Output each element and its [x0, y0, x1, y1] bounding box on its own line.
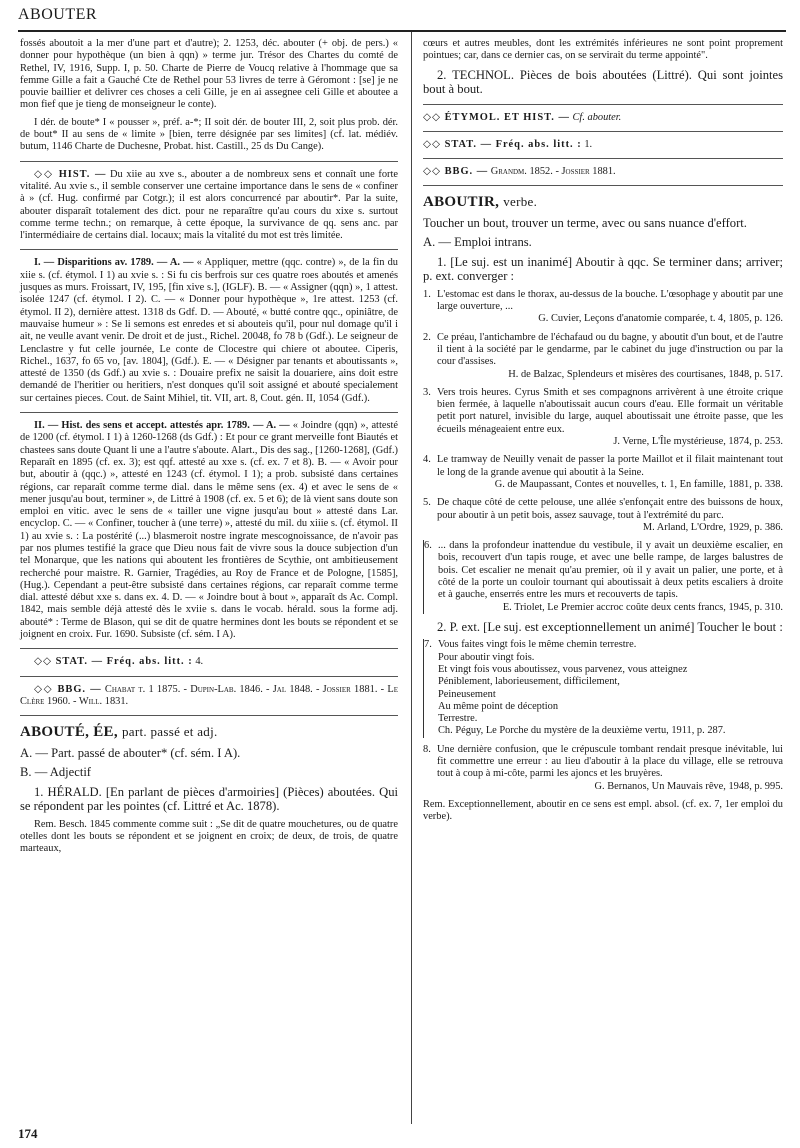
example-item: [423, 497, 783, 534]
example-number: 8.: [423, 743, 431, 755]
example-source: M. Arland, L'Ordre, 1929, p. 386.: [642, 521, 783, 533]
part-of-speech: part. passé et adj.: [121, 724, 218, 740]
header-rule: [18, 30, 786, 32]
section-divider: [20, 249, 398, 250]
example-number: 6.: [424, 540, 432, 552]
stat-line: [20, 656, 398, 668]
example-text: De chaque côté de cette pelouse, une allée s'enfonçait entre des buissons de houx, pour aboutir à un petit bois, assez sauvage, tout à l'extrémité du parc.: [437, 497, 783, 521]
hist-senses-text: « Joindre (qqn) », attesté de 1200 (cf. étymol. I 1) à 1260-1268 (ds Gdf.) : Et pour ce grant merveille font Biautés et chastees sans doute Quant li une a l'autre s'aboute. Alart., Dis des sag., [1260-1268], (Gdf.) Reparaît en 1895 (cf. ex. 3); est qqf. attesté au xxe s. (cf. ex. 7 et 8). B. — « Avoir pour but, aboutir à (qqc.) », attesté en 1243 (cf. étymol. I 1); a prob. subsisté dans certaines régions, car reparaît comme terme dial. dans le même sens (ex. 4) et avec le sens de « mener jusqu'au bout, terminer », de Littré à 1908 (cf. ex. 5 et 6); de là vient sans doute son emploi en vitic. avec le sens de « tailler une vigne jusqu'au bout » attesté dans Lar. encyclop. C. — « Confiner, toucher à (une terre) », attesté du mil. du xiiie s. (cf. étymol. II 1) au xvie s. : La postérité (...) blasmeroit nostre ingrate mescognoissance, de n'avoir pas par nos plumes testifié la grace que Dieu nous fait de vivre sous la douce subjection d'un tel Monarque, que les nations qui aboutent les frontières de Scythie, ont ambitieusement recherché pour maistre. R. Garnier, Tragédies, au Roy de France et de Pologne, [1585], (Hug.). Cependant a peut-être subsisté dans certaines régions, car reparaît comme terme dial. attesté début xxe s. dans ex. 4. D. — « Joindre bout à bout », apparaît ds Ac. Compl. 1842, mais semble déjà attesté dès le xviie s. dans le vocab. hérald. sous la forme adj. abouté* : Terme de Blason, qui se dit de quatre hermines dont les bouts se répondent et se joignent en croix. Fur. 1690. Subsiste (cf. sém. I A).: [20, 420, 398, 641]
example-number: 2.: [423, 331, 431, 343]
abouter-derivation: I dér. de boute* I « pousser », préf. a-*; II soit dér. de bouter III, 2, soit plus prob. dér. de bout* II au sens de « limite » [bien, terre désignée par ses limites] (cf. lat. médiév. butum, 1146 Charte de Duchesne, Probat. hist. Castill., 25 ds Du Cange).: [20, 116, 398, 153]
example-list: [423, 289, 783, 614]
example-7-lines: [438, 639, 783, 725]
herald-sense: 1. HÉRALD. [En parlant de pièces d'armoiries] (Pièces) aboutées. Qui se répondent par les pointes (cf. Littré et Ac. 1878).: [20, 784, 398, 814]
running-head: ABOUTER: [18, 6, 98, 23]
example-source: E. Triolet, Le Premier accroc coûte deux cents francs, 1945, p. 310.: [502, 601, 783, 613]
section-divider: [20, 161, 398, 162]
example-8: [423, 744, 783, 793]
section-divider: [20, 715, 398, 716]
bbg-text: Grandm. 1852. - Jossier 1881.: [490, 166, 616, 178]
bbg-line: [423, 166, 783, 178]
section-divider: [423, 131, 783, 132]
abouter-etym-continuation: fossés aboutoit a la mer d'une part et d'autre); 2. 1253, déc. abouter (+ obj. de pers.) « donner pour hypothèque (un bien à qqn) » terme jur. Trésor des Chartes du comté de Rethel, IV, 1916, Supp. I, p. 50. Charte de Pierre de Voucq relative à l'hommage que sa femme Gille a fait a Gauché Cte de Rethel pour 53 livres de terre à Géromont : [se] je ne pouvie baillier et delivrer ces choses a celi Gille, je en ai assegnee celi Gille et aboutee a mon fief que je tieng de monseigneur le conte).: [20, 38, 398, 111]
stat-line: [423, 139, 783, 151]
disparitions-text: « Appliquer, mettre (qqc. contre) », de la fin du xiie s. (cf. étymol. I 1) au xvie s. : Si fu cis berfrois sur ces quatre roes aboutés et amenés jusques as murs. Froissart, IV, 195, [fin xive s.], (IGLF). B. — « Assigner (qqn) », 1 attest. isolée 1247 (cf. étymol. I 2). C. — « Donner pour hypothèque », 1re attest. 1253 (cf. étymol. II 2), dernière attest. 1318 ds Gdf. D. — Abouté, « butté contre qqc., opiniâtre, de mauvaise humeur » : Se li semons est enredes et si abouteis qu'il, pour nul domage qu'il i ait, ne veulle avant venir. De droit et de just., Richel. 20048, fo 78 b (Gdf.). Le seigneur de Lenclastre y fut celle journée, Le conte de Clocestre qui chiere ot aboutee. Ciperis, Richel., 1637, fo 65 vo, [av. 1804], (Gdf.). E. — « Désigner par tenants et aboutissants », attesté de 1350 (ds Gdf.) au xvie s. : Douaire prefix ne saisit la douariere, ains doit estre demandé de l'heritier ou heritiers, n'est donques qu'il soit assigné et abouté specialement sur certaines pieces. Cout. de Saint Mihiel, tit. VII, art. 8, Cout. gén. II, 1054 (Gdf.).: [20, 257, 398, 404]
technol-sense: 2. TECHNOL. Pièces de bois aboutées (Littré). Qui sont jointes bout à bout.: [423, 67, 783, 97]
example-item: [423, 540, 783, 614]
etym-line: [423, 112, 783, 124]
sense-a-label: A. — Emploi intrans.: [423, 235, 532, 250]
example-item: [423, 387, 783, 448]
remark-continuation: cœurs et autres meubles, dont les extrémités inférieures ne sont point proprement pointues; car, dans ce dernier cas, on se servirait du terme appointé".: [423, 38, 783, 62]
stat-value: 4.: [195, 656, 204, 668]
hist-senses-label: II. — Hist. des sens et accept. attestés apr. 1789. — A. —: [34, 420, 290, 432]
etym-text: Cf. abouter.: [572, 111, 622, 123]
right-column: [423, 38, 783, 829]
verse-line: Pour aboutir vingt fois.: [438, 651, 535, 663]
verse-line: Vous faites vingt fois le même chemin terrestre.: [438, 639, 637, 651]
example-number: 1.: [423, 288, 431, 300]
headword: ABOUTÉ, ÉE,: [20, 724, 118, 741]
section-divider: [423, 185, 783, 186]
column-divider: [411, 32, 412, 1124]
section-divider: [20, 412, 398, 413]
stat-label: ◇◇ STAT. — Fréq. abs. litt. :: [423, 138, 582, 150]
bbg-label: ◇◇ BBG. —: [34, 683, 102, 695]
main-definition: Toucher un bout, trouver un terme, avec ou sans nuance d'effort.: [423, 215, 747, 230]
example-number: 5.: [423, 497, 431, 509]
section-divider: [423, 158, 783, 159]
example-source: G. Bernanos, Un Mauvais rêve, 1948, p. 995.: [594, 780, 783, 792]
example-text: ... dans la profondeur inattendue du vestibule, il y avait un deuxième escalier, en bois, recouvert d'un tapis rouge, et avec une belle rampe, de larges balustres de bois. Cet escalier ne menait qu'au premier, où il y avait un palier, une porte, et à côté de la porte un couloir tournant qui aboutissait à deux petits escaliers à droite et à gauche, enserrés entre les murs et recouverts de tapis.: [438, 540, 783, 601]
example-source: G. Cuvier, Leçons d'anatomie comparée, t. 4, 1805, p. 126.: [538, 313, 783, 325]
hist-text: Du xiie au xve s., abouter a de nombreux sens et connaît une forte vitalité. Au xvie s., il semble conserver une certaine importance dans le sens de « confiner à » (cf. Hug. confirmé par Cotgr.); il est alors concurrencé par aboutir*. Par la suite, abouter disparaît totalement des dict. pour ne reparaître qu'au cours du xixe s. surtout comme terme techn.; on remarque, à cette époque, la survivance de qq. sens anc. par l'intermédiaire de certains dial. locaux; mais la vitalité du mot est très limitée.: [20, 168, 398, 242]
example-item: [423, 332, 783, 381]
section-divider: [20, 676, 398, 677]
disparitions-label: I. — Disparitions av. 1789. — A. —: [34, 257, 194, 269]
verse-line: Et vingt fois vous aboutissez, vous parvenez, vous atteignez: [438, 664, 688, 675]
headword: ABOUTIR,: [423, 194, 500, 211]
example-item: [423, 454, 783, 491]
bbg-line: [20, 684, 398, 709]
verse-line: Peineusement: [438, 688, 496, 700]
example-number: 7.: [424, 639, 432, 651]
verse-line: Au même point de déception: [438, 700, 559, 712]
example-source: Ch. Péguy, Le Porche du mystère de la deuxième vertu, 1911, p. 287.: [438, 725, 726, 737]
example-text: Une dernière confusion, que le crépuscule tombant rendait presque inévitable, lui fit commettre une erreur : au lieu d'aboutir à la place du village, elle se retrouva tout à coup à mi-côte, parmi les ajoncs et les bruyères.: [437, 743, 783, 780]
final-remark: Rem. Exceptionnellement, aboutir en ce sens est empl. absol. (cf. ex. 7, 1er emploi du verbe).: [423, 798, 783, 823]
example-text: Vers trois heures. Cyrus Smith et ses compagnons arrivèrent à une étroite crique bien fermée, à laquelle n'aboutissait aucun cours d'eau. Elle formait un véritable petit port naturel, invisible du large, auquel aboutissait une étroite passe, que les écueils ménageaient entre eux.: [437, 386, 783, 435]
example-text: Ce préau, l'antichambre de l'échafaud ou du bagne, y aboutit d'un bout, et de l'autre il tient à la société par le gendarme, par le cabinet du juge d'instruction ou par la cour d'assises.: [437, 331, 783, 368]
etym-label: ◇◇ ÉTYMOL. ET HIST. —: [423, 111, 570, 123]
example-number: 4.: [423, 454, 431, 466]
stat-label: ◇◇ STAT. — Fréq. abs. litt. :: [34, 656, 193, 668]
sense-2: 2. P. ext. [Le suj. est exceptionnellement un animé] Toucher le bout :: [437, 619, 783, 634]
sense-1: 1. [Le suj. est un inanimé] Aboutir à qqc. Se terminer dans; arriver; p. ext. converger :: [423, 254, 783, 284]
sense-b: B. — Adjectif: [20, 765, 92, 780]
example-number: 3.: [423, 386, 431, 398]
example-text: Le tramway de Neuilly venait de passer la porte Maillot et il filait maintenant tout le long de la grande avenue qui aboutit à la Seine.: [437, 454, 783, 478]
example-source: J. Verne, L'Île mystérieuse, 1874, p. 253.: [613, 436, 783, 448]
section-divider: [20, 648, 398, 649]
disparitions-section: [20, 257, 398, 405]
example-source: G. de Maupassant, Contes et nouvelles, t. 1, En famille, 1881, p. 338.: [494, 478, 783, 490]
stat-value: 1.: [584, 138, 593, 150]
verse-line: Péniblement, laborieusement, difficilement,: [438, 676, 620, 688]
entry-heading-aboute: [20, 724, 398, 741]
bbg-text: Chabat t. 1 1875. - Dupin-Lab. 1846. - Jal 1848. - Jossier 1881. - Le Clère 1960. - Will. 1831.: [20, 683, 398, 707]
entry-heading-aboutir: [423, 194, 783, 211]
example-source: H. de Balzac, Splendeurs et misères des courtisanes, 1848, p. 517.: [508, 368, 783, 380]
section-divider: [423, 104, 783, 105]
example-item: [423, 289, 783, 326]
hist-section: [20, 169, 398, 243]
hist-label: ◇◇ HIST. —: [34, 168, 107, 180]
page-number: 174: [18, 1126, 38, 1141]
example-text: L'estomac est dans le thorax, au-dessus de la bouche. L'œsophage y aboutit par une large ouverture, ...: [437, 288, 783, 313]
part-of-speech: verbe.: [503, 194, 538, 210]
bbg-label: ◇◇ BBG. —: [423, 166, 489, 178]
verse-line: Terrestre.: [438, 713, 478, 725]
left-column: [20, 38, 398, 860]
remark: Rem. Besch. 1845 commente comme suit : „Se dit de quatre mouchetures, ou de quatre otelles dont les bouts se répondent et se joignent en croix; de deux, de trois, de quatre marteaux,: [20, 818, 398, 855]
sense-a: A. — Part. passé de abouter* (cf. sém. I A).: [20, 745, 241, 760]
example-7: [423, 639, 783, 737]
hist-senses-section: [20, 420, 398, 641]
